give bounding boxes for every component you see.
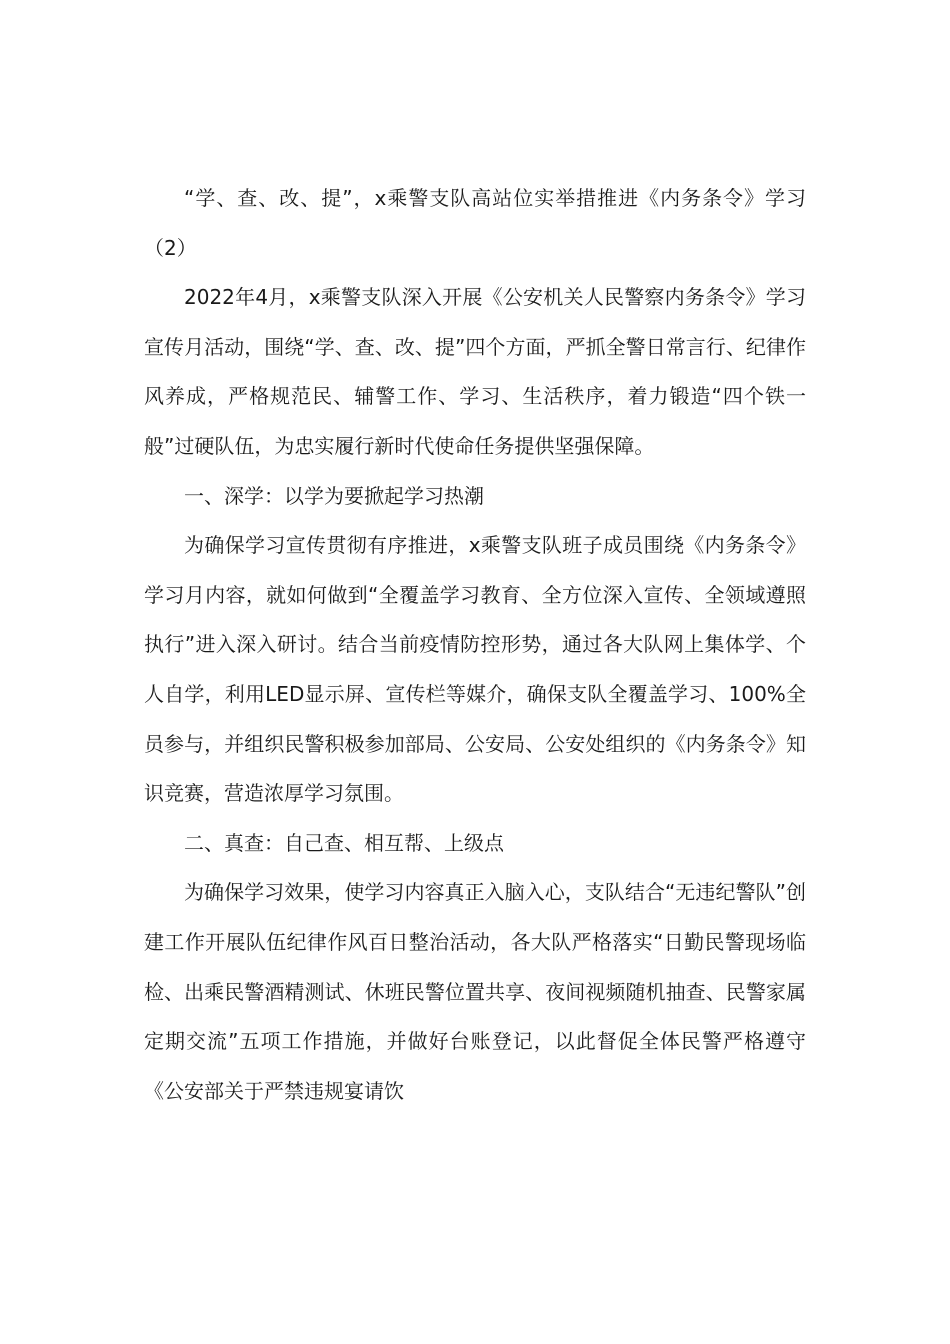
section-heading-1: 一、深学：以学为要掀起学习热潮 bbox=[184, 483, 484, 508]
document-title: “学、查、改、提”，x乘警支队高站位实举措推进《内务条令》学习（2） bbox=[144, 186, 806, 260]
section-heading-2: 二、真查：自己查、相互帮、上级点 bbox=[184, 830, 504, 855]
paragraph-section-2: 为确保学习效果，使学习内容真正入脑入心，支队结合“无违纪警队”创建工作开展队伍纪律作风百日整治活动，各大队严格落实“日勤民警现场临检、出乘民警酒精测试、休班民警位置共享、夜间视频随机抽查、民警家属定期交流”五项工作措施，并做好台账登记，以此督促全体民警严格遵守《公安部关于严禁违规宴请饮 bbox=[144, 880, 806, 1103]
paragraph-section-1: 为确保学习宣传贯彻有序推进，x乘警支队班子成员围绕《内务条令》学习月内容，就如何做到“全覆盖学习教育、全方位深入宣传、全领域遵照执行”进入深入研讨。结合当前疫情防控形势，通过各大队网上集体学、个人自学，利用LED显示屏、宣传栏等媒介，确保支队全覆盖学习、100%全员参与，并组织民警积极参加部局、公安局、公安处组织的《内务条令》知识竞赛，营造浓厚学习氛围。 bbox=[144, 533, 806, 806]
document-body bbox=[144, 174, 806, 1116]
paragraph-intro: 2022年4月，x乘警支队深入开展《公安机关人民警察内务条令》学习宣传月活动，围绕“学、查、改、提”四个方面，严抓全警日常言行、纪律作风养成，严格规范民、辅警工作、学习、生活秩序，着力锻造“四个铁一般”过硬队伍，为忠实履行新时代使命任务提供坚强保障。 bbox=[144, 285, 806, 458]
